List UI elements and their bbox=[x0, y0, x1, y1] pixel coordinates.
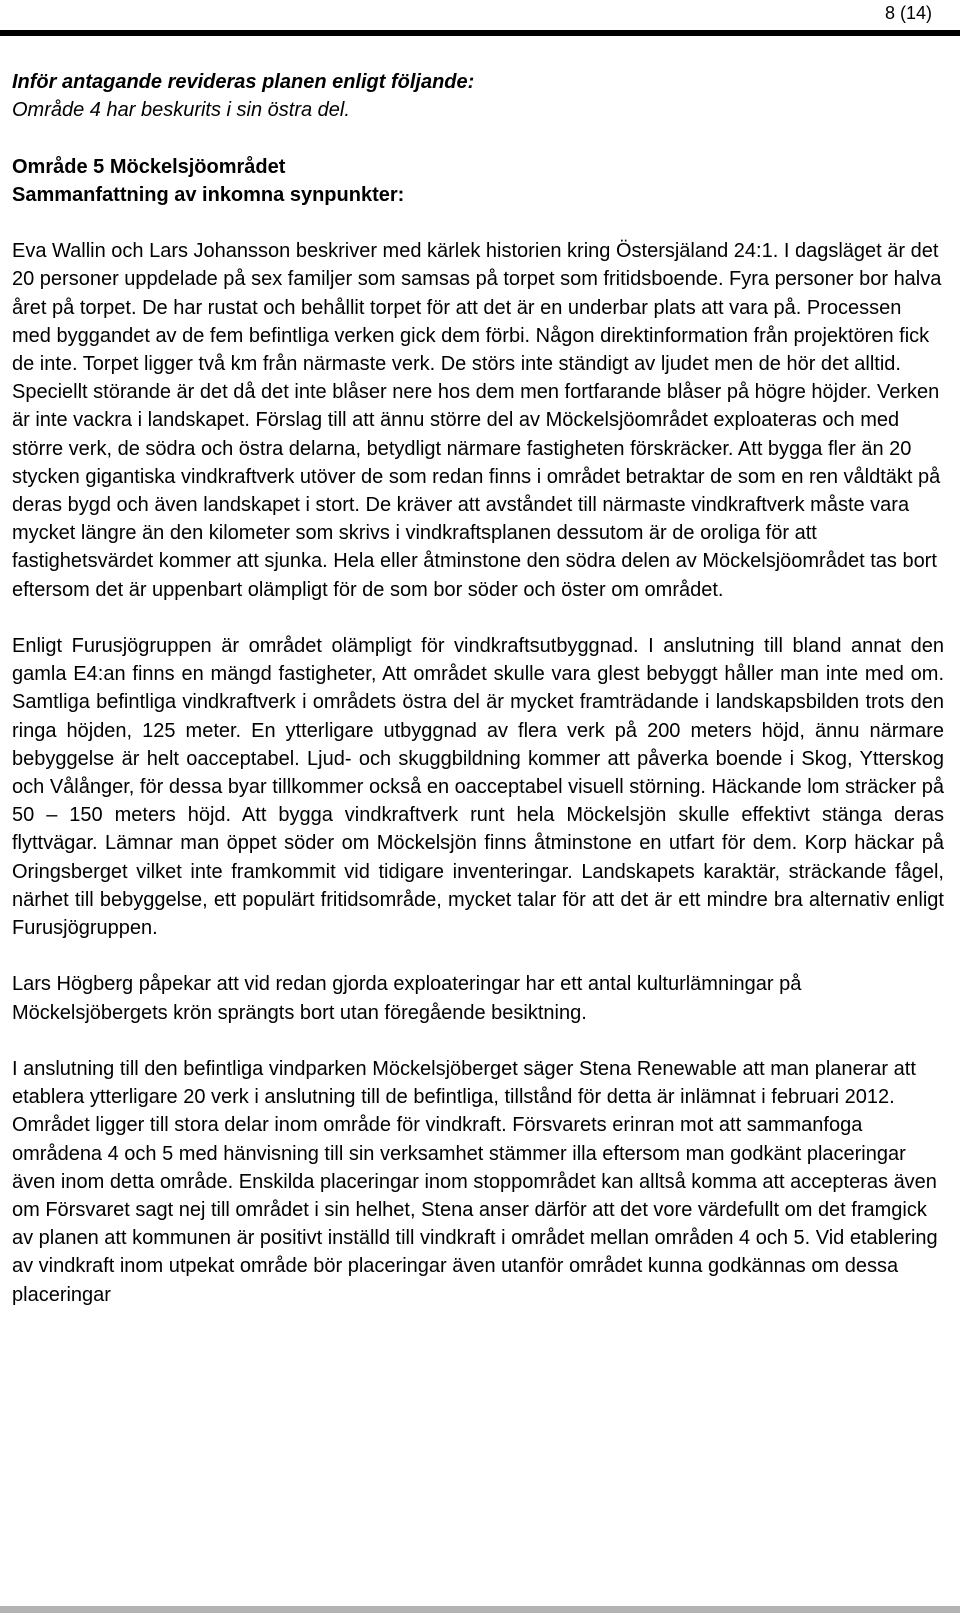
section-title: Område 5 Möckelsjöområdet bbox=[12, 155, 286, 178]
document-body bbox=[12, 68, 944, 1309]
paragraph-wallin-johansson: Eva Wallin och Lars Johansson beskriver med kärlek historien kring Östersjäland 24:1. I dagsläget är det 20 personer uppdelade på sex familjer som samsas på torpet som fritidsboende. Fyra personer bor halva året på torpet. De har rustat och behållit torpet för att det är en underbar plats att vara på. Processen med byggandet av de fem befintliga verken gick dem förbi. Någon direktinformation från projektören fick de inte. Torpet ligger två km från närmaste verk. De störs inte ständigt av ljudet men de hör det alltid. Speciellt störande är det då det inte blåser nere hos dem men fortfarande blåser på högre höjder. Verken är inte vackra i landskapet. Förslag till att ännu större del av Möckelsjöområdet exploateras och med större verk, de södra och östra delarna, betydligt närmare fastigheten förskräcker. Att bygga fler än 20 stycken gigantiska vindkraftverk utöver de som redan finns i området betraktar de som en ren våldtäkt på deras bygd och även landskapet i stort. De kräver att avståndet till närmaste vindkraftverk måste vara mycket längre än den kilometer som skrivs i vindkraftsplanen dessutom är de oroliga för att fastighetsvärdet kommer att sjunka. Hela eller åtminstone den södra delen av Möckelsjöområdet tas bort eftersom det är uppenbart olämpligt för de som bor söder och öster om området. bbox=[12, 240, 942, 601]
header-divider bbox=[0, 30, 960, 36]
intro-heading: Inför antagande revideras planen enligt följande: bbox=[12, 71, 475, 93]
intro-note: Område 4 har beskurits i sin östra del. bbox=[12, 99, 350, 122]
page-number: 8 (14) bbox=[884, 3, 932, 23]
paragraph-furusjogruppen: Enligt Furusjögruppen är området olämpligt för vindkraftsutbyggnad. I anslutning till bland annat den gamla E4:an finns en mängd fastigheter, Att området skulle vara glest bebyggt håller man inte med om. Samtliga befintliga vindkraftverk i områdets östra del är mycket framträdande i landskapsbilden trots den ringa höjden, 125 meter. En ytterligare utbyggnad av flera verk på 200 meters höjd, ännu närmare bebyggelse är helt oacceptabel. Ljud- och skuggbildning kommer att påverka boende i Skog, Ytterskog och Vålånger, för dessa byar tillkommer också en oacceptabel visuell störning. Häckande lom sträcker på 50 – 150 meters höjd. Att bygga vindkraftverk runt hela Möckelsjön skulle effektivt stänga deras flyttvägar. Lämnar man öppet söder om Möckelsjön finns åtminstone en utfart för dem. Korp häckar på Oringsberget vilket inte framkommit vid tidigare inventeringar. Landskapets karaktär, sträckande fågel, närhet till bebyggelse, ett populärt fritidsområde, mycket talar för att det är ett mindre bra alternativ enligt Furusjögruppen. bbox=[12, 635, 944, 940]
paragraph-hogberg: Lars Högberg påpekar att vid redan gjorda exploateringar har ett antal kulturlämningar på Möckelsjöbergets krön sprängts bort utan föregående besiktning. bbox=[12, 973, 802, 1024]
paragraph-stena-renewable: I anslutning till den befintliga vindparken Möckelsjöberget säger Stena Renewable att man planerar att etablera ytterligare 20 verk i anslutning till de befintliga, tillstånd för detta är inlämnat i februari 2012. Området ligger till stora delar inom område för vindkraft. Försvarets erinran mot att sammanfoga områdena 4 och 5 med hänvisning till sin verksamhet stämmer illa eftersom man godkänt placeringar även inom detta område. Enskilda placeringar inom stoppområdet kan alltså komma att accepteras även om Försvaret sagt nej till området i sin helhet, Stena anser därför att det vore värdefullt om det framgick av planen att kommunen är positivt inställd till vindkraft i området mellan områden 4 och 5. Vid etablering av vindkraft inom utpekat område bör placeringar även utanför området kunna godkännas om dessa placeringar bbox=[12, 1058, 938, 1306]
footer-divider bbox=[0, 1606, 960, 1613]
section-subtitle: Sammanfattning av inkomna synpunkter: bbox=[12, 183, 405, 206]
